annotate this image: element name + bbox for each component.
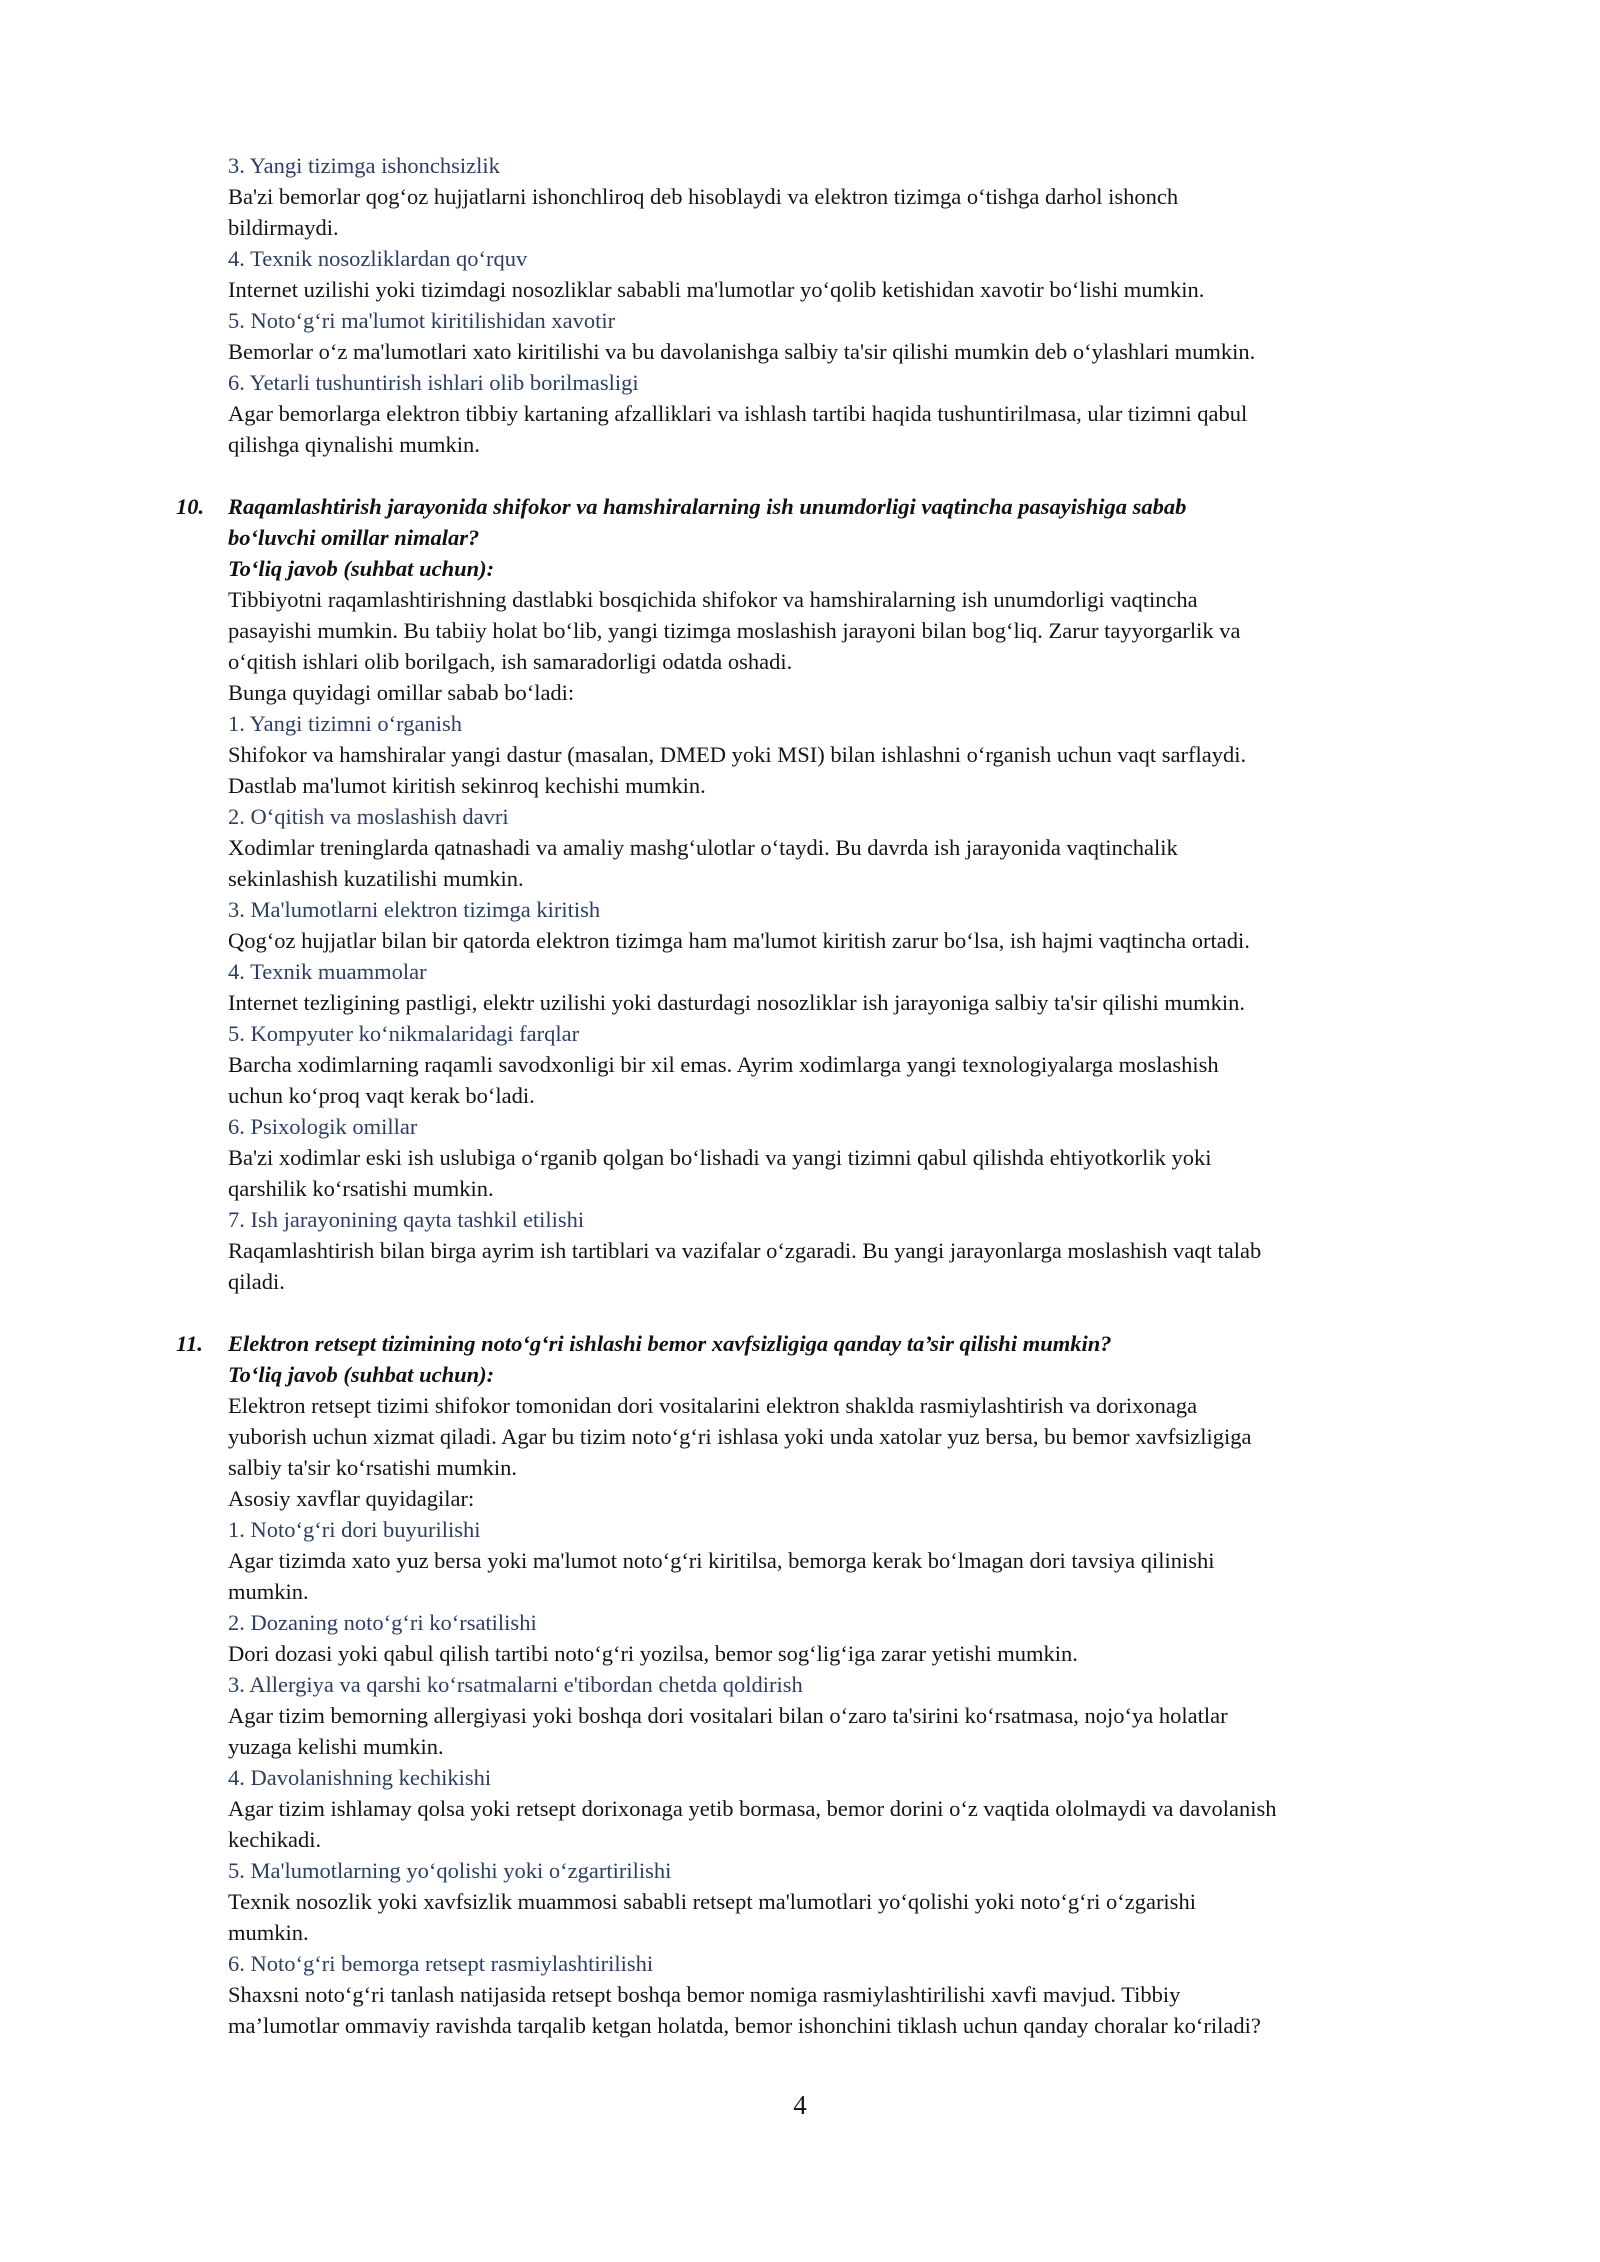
- list-item: [228, 1111, 1488, 1204]
- list-item: [228, 367, 1488, 460]
- item-text: mumkin.: [228, 1579, 309, 1604]
- question-10: [176, 491, 1488, 1297]
- item-text: Bemorlar o‘z ma'lumotlari xato kiritilishi va bu davolanishga salbiy ta'sir qilishi mumkin deb o‘ylashlari mumkin.: [228, 339, 1256, 364]
- list-item: [228, 243, 1488, 305]
- question-number: 10.: [176, 494, 205, 519]
- item-text: Internet uzilishi yoki tizimdagi nosozliklar sababli ma'lumotlar yo‘qolib ketishidan xavotir bo‘lishi mumkin.: [228, 277, 1205, 302]
- list-item: [228, 1204, 1488, 1297]
- item-text: Shaxsni noto‘g‘ri tanlash natijasida retsept boshqa bemor nomiga rasmiylashtirilishi xavfi mavjud. Tibbiy: [228, 1982, 1181, 2007]
- question-title: bo‘luvchi omillar nimalar?: [228, 525, 480, 550]
- list-item: [228, 1514, 1488, 1607]
- item-text: qilishga qiynalishi mumkin.: [228, 432, 480, 457]
- item-heading: 4. Davolanishning kechikishi: [228, 1765, 492, 1790]
- item-text: Texnik nosozlik yoki xavfsizlik muammosi sababli retsept ma'lumotlari yo‘qolishi yoki noto‘g‘ri o‘zgarishi: [228, 1889, 1196, 1914]
- item-heading: 2. O‘qitish va moslashish davri: [228, 804, 509, 829]
- item-text: Qog‘oz hujjatlar bilan bir qatorda elektron tizimga ham ma'lumot kiritish zarur bo‘lsa, ish hajmi vaqtincha ortadi.: [228, 928, 1250, 953]
- item-text: Agar tizim bemorning allergiyasi yoki boshqa dori vositalari bilan o‘zaro ta'sirini ko‘rsatmasa, nojo‘ya holatlar: [228, 1703, 1228, 1728]
- list-item: [228, 1762, 1488, 1855]
- question-11: [176, 1328, 1488, 2041]
- item-text: Ba'zi bemorlar qog‘oz hujjatlarni ishonchliroq deb hisoblaydi va elektron tizimga o‘tishga darhol ishonch: [228, 184, 1179, 209]
- item-text: Internet tezligining pastligi, elektr uzilishi yoki dasturdagi nosozliklar ish jarayoniga salbiy ta'sir qilishi mumkin.: [228, 990, 1245, 1015]
- item-heading: 6. Yetarli tushuntirish ishlari olib borilmasligi: [228, 370, 639, 395]
- item-text: qarshilik ko‘rsatishi mumkin.: [228, 1176, 494, 1201]
- item-text: sekinlashish kuzatilishi mumkin.: [228, 866, 524, 891]
- item-text: bildirmaydi.: [228, 215, 339, 240]
- list-item: [228, 894, 1488, 956]
- list-item: [228, 305, 1488, 367]
- item-heading: 6. Psixologik omillar: [228, 1114, 418, 1139]
- item-text: kechikadi.: [228, 1827, 322, 1852]
- list-item: [228, 956, 1488, 1018]
- answer-label: To‘liq javob (suhbat uchun):: [228, 1362, 495, 1387]
- item-heading: 3. Yangi tizimga ishonchsizlik: [228, 153, 500, 178]
- item-heading: 1. Yangi tizimni o‘rganish: [228, 711, 462, 736]
- item-heading: 5. Noto‘g‘ri ma'lumot kiritilishidan xavotir: [228, 308, 616, 333]
- answer-intro: Bunga quyidagi omillar sabab bo‘ladi:: [228, 680, 575, 705]
- item-heading: 2. Dozaning noto‘g‘ri ko‘rsatilishi: [228, 1610, 537, 1635]
- item-text: Dastlab ma'lumot kiritish sekinroq kechishi mumkin.: [228, 773, 706, 798]
- item-heading: 4. Texnik muammolar: [228, 959, 427, 984]
- item-text: Agar tizimda xato yuz bersa yoki ma'lumot noto‘g‘ri kiritilsa, bemorga kerak bo‘lmagan dori tavsiya qilinishi: [228, 1548, 1215, 1573]
- list-item: [228, 1607, 1488, 1669]
- answer-intro: yuborish uchun xizmat qiladi. Agar bu tizim noto‘g‘ri ishlasa yoki unda xatolar yuz bersa, bu bemor xavfsizligiga: [228, 1424, 1252, 1449]
- item-text: Agar tizim ishlamay qolsa yoki retsept dorixonaga yetib bormasa, bemor dorini o‘z vaqtida ololmaydi va davolanish: [228, 1796, 1277, 1821]
- item-text: Ba'zi xodimlar eski ish uslubiga o‘rganib qolgan bo‘lishadi va yangi tizimni qabul qilishda ehtiyotkorlik yoki: [228, 1145, 1212, 1170]
- answer-intro: Asosiy xavflar quyidagilar:: [228, 1486, 475, 1511]
- item-text: Xodimlar treninglarda qatnashadi va amaliy mashg‘ulotlar o‘taydi. Bu davrda ish jarayonida vaqtinchalik: [228, 835, 1178, 860]
- list-item: [228, 1855, 1488, 1948]
- item-heading: 3. Allergiya va qarshi ko‘rsatmalarni e'tibordan chetda qoldirish: [228, 1672, 803, 1697]
- item-text: Shifokor va hamshiralar yangi dastur (masalan, DMED yoki MSI) bilan ishlashni o‘rganish uchun vaqt sarflaydi.: [228, 742, 1247, 767]
- item-text: Raqamlashtirish bilan birga ayrim ish tartiblari va vazifalar o‘zgaradi. Bu yangi jarayonlarga moslashish vaqt talab: [228, 1238, 1262, 1263]
- item-heading: 5. Ma'lumotlarning yo‘qolishi yoki o‘zgartirilishi: [228, 1858, 672, 1883]
- question-number: 11.: [176, 1331, 203, 1356]
- answer-label: To‘liq javob (suhbat uchun):: [228, 556, 495, 581]
- item-text: yuzaga kelishi mumkin.: [228, 1734, 444, 1759]
- item-text: ma’lumotlar ommaviy ravishda tarqalib ketgan holatda, bemor ishonchini tiklash uchun qanday choralar ko‘riladi?: [228, 2013, 1261, 2038]
- answer-intro: o‘qitish ishlari olib borilgach, ish samaradorligi odatda oshadi.: [228, 649, 793, 674]
- item-heading: 1. Noto‘g‘ri dori buyurilishi: [228, 1517, 481, 1542]
- item-text: mumkin.: [228, 1920, 309, 1945]
- document-page: [176, 150, 1488, 2041]
- item-heading: 3. Ma'lumotlarni elektron tizimga kiritish: [228, 897, 601, 922]
- answer-intro: Elektron retsept tizimi shifokor tomonidan dori vositalarini elektron shaklda rasmiylashtirish va dorixonaga: [228, 1393, 1198, 1418]
- list-item: [228, 150, 1488, 243]
- list-item: [228, 801, 1488, 894]
- list-item: [228, 1018, 1488, 1111]
- question-title: Elektron retsept tizimining noto‘g‘ri ishlashi bemor xavfsizligiga qanday ta’sir qilishi mumkin?: [228, 1331, 1112, 1356]
- item-text: Agar bemorlarga elektron tibbiy kartaning afzalliklari va ishlash tartibi haqida tushuntirilmasa, ular tizimni qabul: [228, 401, 1248, 426]
- answer-intro: Tibbiyotni raqamlashtirishning dastlabki bosqichida shifokor va hamshiralarning ish unumdorligi vaqtincha: [228, 587, 1198, 612]
- item-text: Barcha xodimlarning raqamli savodxonligi bir xil emas. Ayrim xodimlarga yangi texnologiyalarga moslashish: [228, 1052, 1219, 1077]
- question-title: Raqamlashtirish jarayonida shifokor va hamshiralarning ish unumdorligi vaqtincha pasayishiga sabab: [228, 494, 1187, 519]
- intro-section: [228, 150, 1488, 460]
- item-heading: 4. Texnik nosozliklardan qo‘rquv: [228, 246, 528, 271]
- item-text: qiladi.: [228, 1269, 285, 1294]
- answer-intro: pasayishi mumkin. Bu tabiiy holat bo‘lib, yangi tizimga moslashish jarayoni bilan bog‘liq. Zarur tayyorgarlik va: [228, 618, 1241, 643]
- item-text: Dori dozasi yoki qabul qilish tartibi noto‘g‘ri yozilsa, bemor sog‘lig‘iga zarar yetishi mumkin.: [228, 1641, 1078, 1666]
- list-item: [228, 1669, 1488, 1762]
- list-item: [228, 708, 1488, 801]
- page-number: 4: [793, 2090, 807, 2120]
- item-text: uchun ko‘proq vaqt kerak bo‘ladi.: [228, 1083, 535, 1108]
- list-item: [228, 1948, 1488, 2041]
- item-heading: 5. Kompyuter ko‘nikmalaridagi farqlar: [228, 1021, 580, 1046]
- item-heading: 7. Ish jarayonining qayta tashkil etilishi: [228, 1207, 585, 1232]
- item-heading: 6. Noto‘g‘ri bemorga retsept rasmiylashtirilishi: [228, 1951, 654, 1976]
- answer-intro: salbiy ta'sir ko‘rsatishi mumkin.: [228, 1455, 518, 1480]
